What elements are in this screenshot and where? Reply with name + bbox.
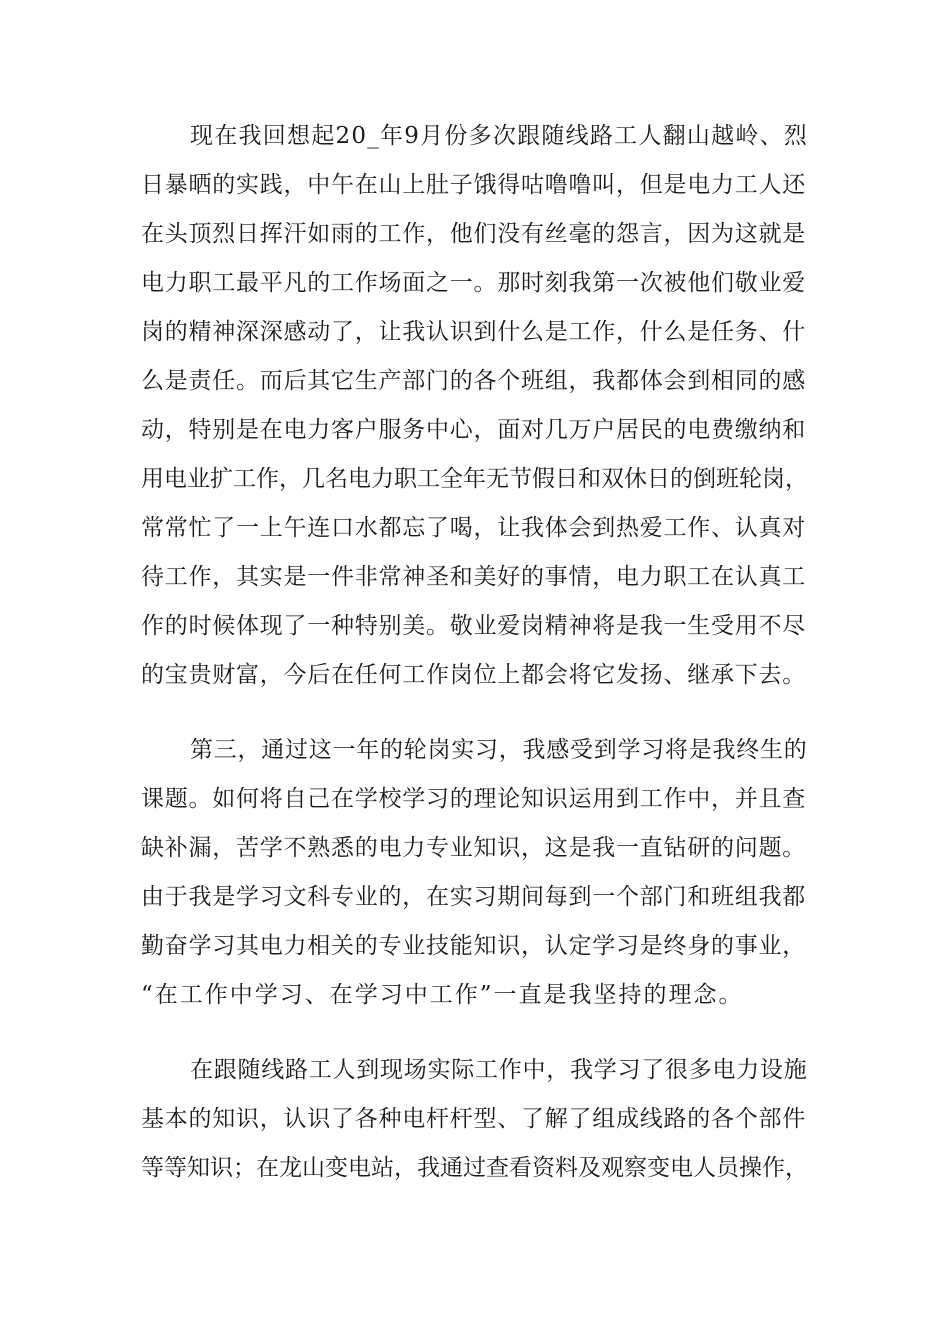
text-line: 的宝贵财富，今后在任何工作岗位上都会将它发扬、继承下去。: [141, 662, 806, 688]
text-line: 等等知识；在龙山变电站，我通过查看资料及观察变电人员操作，: [141, 1155, 808, 1181]
text-line: 基本的知识，认识了各种电杆杆型、了解了组成线路的各个部件: [141, 1106, 806, 1132]
text-line: 待工作，其实是一件非常神圣和美好的事情，电力职工在认真工: [141, 564, 806, 590]
text-line: 岗的精神深深感动了，让我认识到什么是工作，什么是任务、什: [141, 319, 806, 345]
text-line: 动，特别是在电力客户服务中心，面对几万户居民的电费缴纳和: [141, 417, 806, 443]
text-line: 现在我回想起20_年9月份多次跟随线路工人翻山越岭、烈: [190, 123, 809, 149]
text-line: 第三，通过这一年的轮岗实习，我感受到学习将是我终生的: [190, 737, 808, 763]
text-line: 勤奋学习其电力相关的专业技能知识，认定学习是终身的事业，: [141, 933, 806, 959]
text-line: 作的时候体现了一种特别美。敬业爱岗精神将是我一生受用不尽: [141, 613, 806, 639]
text-line: 由于我是学习文科专业的，在实习期间每到一个部门和班组我都: [141, 884, 806, 910]
text-line: 课题。如何将自己在学校学习的理论知识运用到工作中，并且查: [141, 786, 806, 812]
text-line: 缺补漏，苦学不熟悉的电力专业知识，这是我一直钻研的问题。: [141, 835, 806, 861]
text-line: 在跟随线路工人到现场实际工作中，我学习了很多电力设施: [190, 1057, 808, 1083]
text-line: 用电业扩工作，几名电力职工全年无节假日和双休日的倒班轮岗，: [141, 466, 808, 492]
text-line: 在头顶烈日挥汗如雨的工作，他们没有丝毫的怨言，因为这就是: [141, 221, 806, 247]
text-line: 常常忙了一上午连口水都忘了喝，让我体会到热爱工作、认真对: [141, 515, 806, 541]
text-line: “在工作中学习、在学习中工作”一直是我坚持的理念。: [141, 982, 744, 1008]
text-line: 么是责任。而后其它生产部门的各个班组，我都体会到相同的感: [141, 368, 806, 394]
text-line: 日暴晒的实践，中午在山上肚子饿得咕噜噜叫，但是电力工人还: [141, 172, 806, 198]
text-line: 电力职工最平凡的工作场面之一。那时刻我第一次被他们敬业爱: [141, 270, 806, 296]
